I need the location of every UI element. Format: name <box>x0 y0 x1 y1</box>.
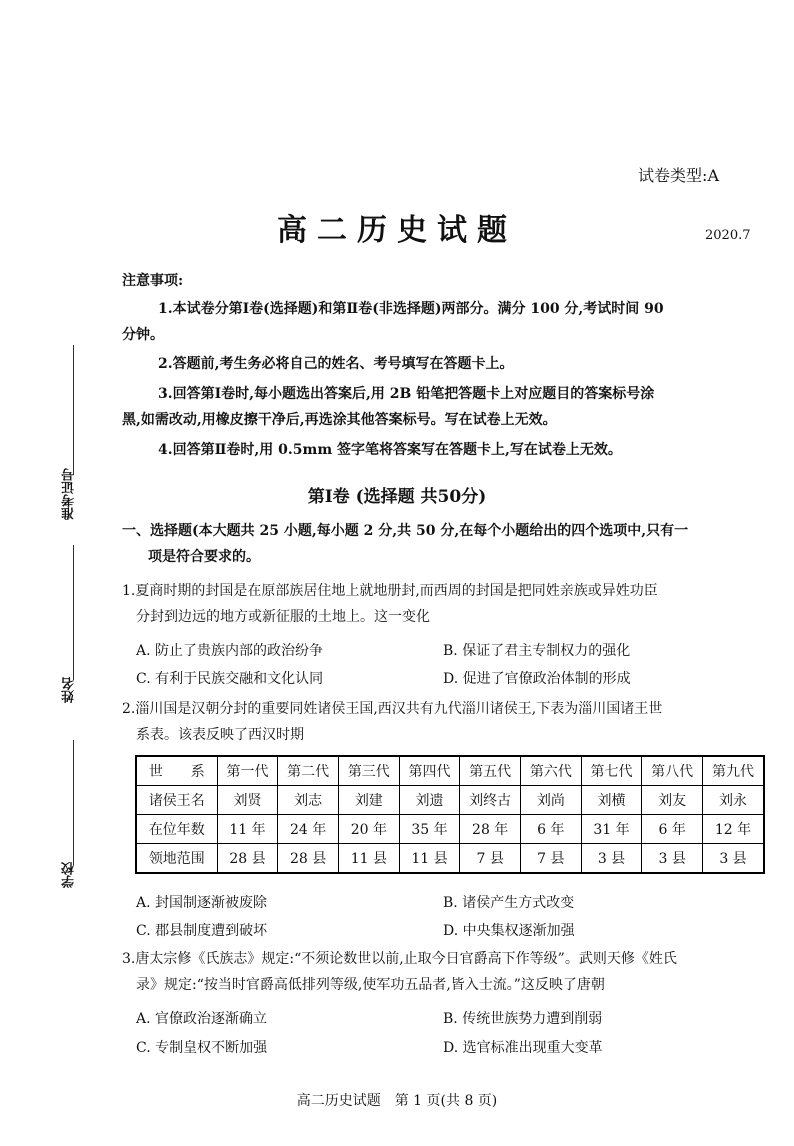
table-cell: 刘终古 <box>460 786 521 815</box>
section-instruction: 一、选择题(本大题共 25 小题,每小题 2 分,共 50 分,在每个小题给出的四个选项中,只有一 <box>122 523 689 539</box>
table-cell: 7 县 <box>460 844 521 874</box>
table-cell: 11 年 <box>217 815 278 844</box>
q1-stem: 1.夏商时期的封国是在原部族居住地上就地册封,而西周的封国是把同姓亲族或异姓功臣 <box>122 583 658 599</box>
table-cell: 24 年 <box>278 815 339 844</box>
table-header-row <box>136 756 764 786</box>
q1-stem-cont: 分封到边远的地方或新征服的土地上。这一变化 <box>136 609 430 625</box>
paper-type: 试卷类型:A <box>638 166 719 185</box>
section-instruction-cont: 项是符合要求的。 <box>148 549 260 565</box>
table-cell: 第三代 <box>338 756 399 786</box>
table-cell: 20 年 <box>338 815 399 844</box>
table-cell: 35 年 <box>399 815 460 844</box>
table-cell: 领地范围 <box>136 844 217 874</box>
q1-option-c: C. 有利于民族交融和文化认同 <box>136 671 324 687</box>
note-3: 3.回答第Ⅰ卷时,每小题选出答案后,用 2B 铅笔把答题卡上对应题目的答案标号涂 <box>158 386 655 402</box>
table-cell: 第五代 <box>460 756 521 786</box>
note-2: 2.答题前,考生务必将自己的姓名、考号填写在答题卡上。 <box>158 356 514 372</box>
q3-option-b: B. 传统世族势力遭到削弱 <box>443 1011 603 1027</box>
q2-option-a: A. 封国制逐渐被废除 <box>136 895 268 911</box>
binding-line-low <box>73 740 74 865</box>
table-cell: 3 县 <box>642 844 703 874</box>
q3-stem: 3.唐太宗修《氏族志》规定:“不须论数世以前,止取今日官爵高下作等级”。武则天修《姓氏 <box>122 951 677 967</box>
table-cell: 第九代 <box>703 756 764 786</box>
q2-stem-cont: 系表。该表反映了西汉时期 <box>136 727 304 743</box>
exam-date: 2020.7 <box>705 228 751 243</box>
note-1-cont: 分钟。 <box>122 327 164 343</box>
table-cell: 第八代 <box>642 756 703 786</box>
table-cell: 第六代 <box>521 756 582 786</box>
lineage-table <box>135 755 765 874</box>
school-label: 学校 <box>62 862 77 888</box>
table-cell: 7 县 <box>521 844 582 874</box>
table-cell: 诸侯王名 <box>136 786 217 815</box>
page-footer: 高二历史试题 第 1 页(共 8 页) <box>296 1093 498 1109</box>
note-1: 1.本试卷分第Ⅰ卷(选择题)和第Ⅱ卷(非选择题)两部分。满分 100 分,考试时间 90 <box>158 301 664 317</box>
table-cell: 刘尚 <box>521 786 582 815</box>
q3-option-d: D. 选官标准出现重大变革 <box>443 1040 603 1056</box>
table-cell: 在位年数 <box>136 815 217 844</box>
q2-stem: 2.淄川国是汉朝分封的重要同姓诸侯王国,西汉共有九代淄川诸侯王,下表为淄川国诸王世 <box>122 701 663 717</box>
table-row <box>136 844 764 874</box>
q1-option-d: D. 促进了官僚政治体制的形成 <box>443 671 631 687</box>
name-label: 姓名 <box>62 677 77 703</box>
table-cell: 第四代 <box>399 756 460 786</box>
table-cell: 28 年 <box>460 815 521 844</box>
section-title: 第Ⅰ卷 (选择题 共50分) <box>307 487 487 507</box>
page-title: 高二历史试题 <box>277 213 517 248</box>
exam-number-label: 准考证号 <box>62 468 77 520</box>
table-cell: 11 县 <box>399 844 460 874</box>
notes-heading: 注意事项: <box>122 273 184 289</box>
table-cell: 3 县 <box>581 844 642 874</box>
table-cell: 28 县 <box>217 844 278 874</box>
q3-option-a: A. 官僚政治逐渐确立 <box>136 1011 268 1027</box>
table-cell: 刘遗 <box>399 786 460 815</box>
table-cell: 28 县 <box>278 844 339 874</box>
table-cell: 12 年 <box>703 815 764 844</box>
q1-option-a: A. 防止了贵族内部的政治纷争 <box>136 643 324 659</box>
binding-line-top <box>73 345 74 475</box>
table-row <box>136 815 764 844</box>
table-cell: 3 县 <box>703 844 764 874</box>
table-cell: 6 年 <box>521 815 582 844</box>
q2-option-d: D. 中央集权逐渐加强 <box>443 923 575 939</box>
table-cell: 6 年 <box>642 815 703 844</box>
table-cell: 第二代 <box>278 756 339 786</box>
binding-line-mid <box>73 545 74 680</box>
table-cell: 刘贤 <box>217 786 278 815</box>
q2-option-b: B. 诸侯产生方式改变 <box>443 895 575 911</box>
table-cell: 世 系 <box>136 756 217 786</box>
table-cell: 11 县 <box>338 844 399 874</box>
note-3-cont: 黑,如需改动,用橡皮擦干净后,再选涂其他答案标号。写在试卷上无效。 <box>122 412 557 428</box>
table-cell: 刘友 <box>642 786 703 815</box>
note-4: 4.回答第Ⅱ卷时,用 0.5mm 签字笔将答案写在答题卡上,写在试卷上无效。 <box>158 442 622 458</box>
table-cell: 刘横 <box>581 786 642 815</box>
q1-option-b: B. 保证了君主专制权力的强化 <box>443 643 631 659</box>
q3-option-c: C. 专制皇权不断加强 <box>136 1040 268 1056</box>
q3-stem-cont: 录》规定:“按当时官爵高低排列等级,使军功五品者,皆入士流。”这反映了唐朝 <box>136 977 605 993</box>
table-cell: 第一代 <box>217 756 278 786</box>
table-cell: 刘志 <box>278 786 339 815</box>
table-cell: 刘建 <box>338 786 399 815</box>
table-cell: 第七代 <box>581 756 642 786</box>
q2-option-c: C. 郡县制度遭到破坏 <box>136 923 268 939</box>
table-cell: 刘永 <box>703 786 764 815</box>
table-row <box>136 786 764 815</box>
table-cell: 31 年 <box>581 815 642 844</box>
